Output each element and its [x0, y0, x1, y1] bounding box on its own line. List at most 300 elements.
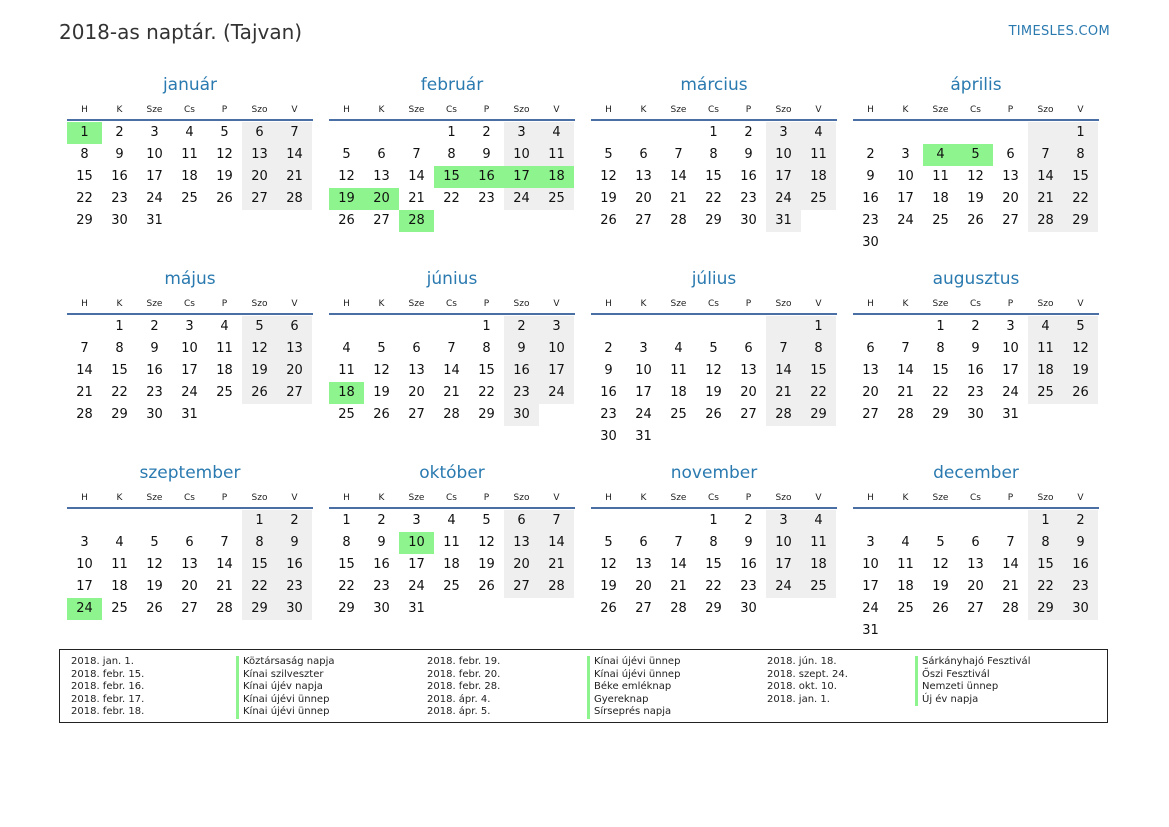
month-name: március [680, 75, 748, 95]
empty-cell [504, 210, 539, 232]
legend-names-2 [587, 656, 680, 719]
empty-cell [801, 426, 836, 448]
day-cell: 22 [443, 191, 460, 206]
days-grid [329, 122, 575, 232]
day-cell: 3 [150, 125, 159, 140]
day-cell: 10 [181, 341, 198, 356]
empty-cell [329, 316, 364, 338]
day-cell: 12 [600, 169, 617, 184]
legend-dates-1 [71, 656, 144, 719]
day-cell: 23 [1063, 576, 1098, 598]
weekday-label: P [1007, 299, 1014, 309]
day-cell: 29 [1028, 598, 1063, 620]
day-cell: 30 [504, 404, 539, 426]
day-cell: 30 [373, 601, 390, 616]
month-10 [329, 461, 575, 655]
day-cell: 31 [1002, 407, 1019, 422]
weekday-label: H [81, 105, 88, 115]
day-cell: 30 [600, 429, 617, 444]
day-cell: 10 [1002, 341, 1019, 356]
day-cell: 11 [932, 169, 949, 184]
weekday-label: V [815, 299, 822, 309]
month-12 [853, 461, 1099, 655]
day-cell: 18 [216, 363, 233, 378]
day-cell: 16 [967, 363, 984, 378]
weekday-label: V [291, 493, 298, 503]
day-cell: 2 [744, 513, 753, 528]
day-cell: 14 [670, 557, 687, 572]
day-cell: 27 [408, 407, 425, 422]
day-cell: 18 [539, 166, 574, 188]
empty-cell [993, 122, 1028, 144]
day-cell: 5 [242, 316, 277, 338]
day-cell: 21 [897, 385, 914, 400]
empty-cell [137, 510, 172, 532]
day-cell: 23 [478, 191, 495, 206]
day-cell: 6 [1006, 147, 1015, 162]
weekday-label: K [378, 299, 385, 309]
day-cell: 8 [447, 147, 456, 162]
day-cell: 12 [478, 535, 495, 550]
day-cell: 7 [277, 122, 312, 144]
day-cell: 31 [635, 429, 652, 444]
day-cell: 27 [242, 188, 277, 210]
empty-cell [888, 232, 923, 254]
day-cell: 12 [216, 147, 233, 162]
day-cell: 11 [670, 363, 687, 378]
day-cell: 9 [115, 147, 124, 162]
day-cell: 12 [242, 338, 277, 360]
day-cell: 30 [862, 235, 879, 250]
day-cell: 20 [635, 579, 652, 594]
day-cell: 22 [801, 382, 836, 404]
empty-cell [626, 510, 661, 532]
day-cell: 15 [1063, 166, 1098, 188]
day-cell: 21 [1002, 579, 1019, 594]
day-cell: 2 [377, 513, 386, 528]
day-cell: 13 [635, 557, 652, 572]
day-cell: 18 [1028, 360, 1063, 382]
weekday-label: Cs [184, 299, 195, 309]
day-cell: 29 [111, 407, 128, 422]
month-name: január [162, 75, 218, 95]
day-cell: 4 [185, 125, 194, 140]
day-cell: 22 [705, 191, 722, 206]
day-cell: 11 [801, 532, 836, 554]
weekday-label: Cs [970, 493, 981, 503]
day-cell: 25 [897, 601, 914, 616]
day-cell: 25 [801, 576, 836, 598]
day-cell: 16 [277, 554, 312, 576]
day-cell: 3 [766, 122, 801, 144]
empty-cell [207, 210, 242, 232]
month-4 [853, 73, 1099, 267]
day-cell: 26 [600, 213, 617, 228]
day-cell: 21 [76, 385, 93, 400]
calendar-grid [67, 73, 1099, 655]
legend-holiday-name: Köztársaság napja [236, 656, 335, 669]
day-cell: 3 [185, 319, 194, 334]
day-cell: 16 [740, 169, 757, 184]
empty-cell [591, 122, 626, 144]
day-cell: 11 [897, 557, 914, 572]
day-cell: 13 [181, 557, 198, 572]
day-cell: 23 [862, 213, 879, 228]
day-cell: 28 [443, 407, 460, 422]
day-cell: 28 [766, 404, 801, 426]
days-grid [853, 510, 1099, 642]
empty-cell [539, 210, 574, 232]
day-cell: 16 [146, 363, 163, 378]
empty-cell [888, 316, 923, 338]
day-cell: 29 [705, 601, 722, 616]
day-cell: 15 [705, 169, 722, 184]
day-cell: 28 [670, 213, 687, 228]
day-cell: 19 [216, 169, 233, 184]
day-cell: 10 [504, 144, 539, 166]
weekday-label: Sze [932, 493, 949, 503]
month-name: szeptember [139, 463, 241, 483]
day-cell: 15 [1028, 554, 1063, 576]
day-cell: 11 [216, 341, 233, 356]
month-name: május [164, 269, 216, 289]
empty-cell [1028, 620, 1063, 642]
day-cell: 17 [76, 579, 93, 594]
month-6 [329, 267, 575, 461]
day-cell: 14 [1028, 166, 1063, 188]
weekday-label: P [221, 105, 228, 115]
day-cell: 15 [338, 557, 355, 572]
weekday-label: Cs [184, 105, 195, 115]
days-grid [853, 122, 1099, 254]
day-cell: 7 [1028, 144, 1063, 166]
empty-cell [661, 316, 696, 338]
day-cell: 4 [220, 319, 229, 334]
empty-cell [172, 210, 207, 232]
day-cell: 26 [932, 601, 949, 616]
day-cell: 6 [377, 147, 386, 162]
day-cell: 1 [709, 513, 718, 528]
day-cell: 4 [901, 535, 910, 550]
day-cell: 22 [932, 385, 949, 400]
empty-cell [207, 510, 242, 532]
weekday-label: H [81, 493, 88, 503]
day-cell: 13 [1002, 169, 1019, 184]
days-grid [67, 122, 313, 232]
day-cell: 6 [242, 122, 277, 144]
day-cell: 31 [408, 601, 425, 616]
day-cell: 29 [242, 598, 277, 620]
weekday-label: P [745, 105, 752, 115]
day-cell: 24 [897, 213, 914, 228]
empty-cell [888, 122, 923, 144]
day-cell: 5 [604, 147, 613, 162]
day-cell: 7 [901, 341, 910, 356]
day-cell: 30 [277, 598, 312, 620]
day-cell: 27 [862, 407, 879, 422]
day-cell: 3 [504, 122, 539, 144]
day-cell: 16 [740, 557, 757, 572]
day-cell: 17 [897, 191, 914, 206]
empty-cell [242, 404, 277, 426]
weekday-label: Sze [408, 105, 425, 115]
weekday-header [67, 97, 313, 121]
day-cell: 14 [539, 532, 574, 554]
day-cell: 30 [1063, 598, 1098, 620]
day-cell: 24 [67, 598, 102, 620]
weekday-label: Cs [708, 493, 719, 503]
day-cell: 10 [766, 144, 801, 166]
weekday-label: P [1007, 105, 1014, 115]
day-cell: 31 [766, 210, 801, 232]
day-cell: 30 [111, 213, 128, 228]
weekday-label: Szo [775, 493, 792, 503]
weekday-label: Szo [251, 493, 268, 503]
day-cell: 1 [936, 319, 945, 334]
day-cell: 11 [111, 557, 128, 572]
legend-holiday-name: Őszi Fesztivál [915, 669, 1030, 682]
day-cell: 18 [801, 166, 836, 188]
day-cell: 17 [146, 169, 163, 184]
day-cell: 24 [766, 188, 801, 210]
site-link[interactable]: TIMESLES.COM [1008, 24, 1110, 39]
day-cell: 4 [447, 513, 456, 528]
day-cell: 14 [277, 144, 312, 166]
weekday-label: Cs [708, 105, 719, 115]
day-cell: 24 [1002, 385, 1019, 400]
weekday-header [591, 485, 837, 509]
empty-cell [958, 620, 993, 642]
day-cell: 21 [277, 166, 312, 188]
weekday-header [329, 485, 575, 509]
weekday-label: H [343, 105, 350, 115]
day-cell: 26 [216, 191, 233, 206]
legend-date: 2018. jún. 18. [767, 656, 837, 667]
legend-holiday-name: Kínai újévi ünnep [587, 669, 680, 682]
day-cell: 23 [740, 579, 757, 594]
legend-date: 2018. szept. 24. [767, 668, 848, 680]
day-cell: 27 [635, 213, 652, 228]
day-cell: 10 [539, 338, 574, 360]
day-cell: 17 [635, 385, 652, 400]
day-cell: 3 [901, 147, 910, 162]
day-cell: 12 [932, 557, 949, 572]
empty-cell [766, 598, 801, 620]
day-cell: 3 [539, 316, 574, 338]
day-cell: 1 [1063, 122, 1098, 144]
empty-cell [399, 316, 434, 338]
weekday-label: Szo [513, 105, 530, 115]
day-cell: 12 [1063, 338, 1098, 360]
day-cell: 19 [600, 191, 617, 206]
day-cell: 8 [80, 147, 89, 162]
day-cell: 8 [936, 341, 945, 356]
day-cell: 12 [146, 557, 163, 572]
empty-cell [731, 316, 766, 338]
day-cell: 28 [399, 210, 434, 232]
day-cell: 8 [1028, 532, 1063, 554]
legend-date: 2018. febr. 20. [427, 668, 501, 680]
weekday-label: V [1077, 105, 1084, 115]
day-cell: 24 [766, 576, 801, 598]
day-cell: 22 [705, 579, 722, 594]
month-name: december [933, 463, 1019, 483]
day-cell: 5 [709, 341, 718, 356]
weekday-label: Sze [146, 299, 163, 309]
empty-cell [923, 232, 958, 254]
day-cell: 9 [1063, 532, 1098, 554]
day-cell: 31 [146, 213, 163, 228]
day-cell: 18 [932, 191, 949, 206]
day-cell: 19 [967, 191, 984, 206]
weekday-label: K [902, 105, 909, 115]
day-cell: 17 [862, 579, 879, 594]
day-cell: 2 [482, 125, 491, 140]
day-cell: 13 [373, 169, 390, 184]
month-1 [67, 73, 313, 267]
weekday-label: V [553, 493, 560, 503]
day-cell: 3 [412, 513, 421, 528]
day-cell: 13 [862, 363, 879, 378]
weekday-label: H [605, 299, 612, 309]
day-cell: 21 [670, 191, 687, 206]
empty-cell [958, 232, 993, 254]
day-cell: 9 [744, 147, 753, 162]
empty-cell [207, 404, 242, 426]
weekday-label: Cs [446, 105, 457, 115]
day-cell: 16 [862, 191, 879, 206]
day-cell: 14 [670, 169, 687, 184]
day-cell: 11 [338, 363, 355, 378]
day-cell: 17 [181, 363, 198, 378]
day-cell: 24 [408, 579, 425, 594]
day-cell: 15 [705, 557, 722, 572]
day-cell: 29 [705, 213, 722, 228]
day-cell: 14 [1002, 557, 1019, 572]
weekday-label: Sze [670, 493, 687, 503]
day-cell: 11 [539, 144, 574, 166]
day-cell: 2 [744, 125, 753, 140]
legend-holiday-name: Sírseprés napja [587, 706, 680, 719]
empty-cell [661, 426, 696, 448]
day-cell: 13 [242, 144, 277, 166]
day-cell: 15 [932, 363, 949, 378]
weekday-label: Cs [970, 105, 981, 115]
weekday-header [591, 291, 837, 315]
day-cell: 7 [447, 341, 456, 356]
day-cell: 9 [504, 338, 539, 360]
weekday-label: H [605, 105, 612, 115]
empty-cell [853, 316, 888, 338]
day-cell: 9 [482, 147, 491, 162]
legend-holiday-name: Kínai újévi ünnep [236, 694, 335, 707]
empty-cell [801, 210, 836, 232]
empty-cell [1028, 232, 1063, 254]
day-cell: 24 [504, 188, 539, 210]
day-cell: 27 [635, 601, 652, 616]
day-cell: 28 [216, 601, 233, 616]
day-cell: 27 [967, 601, 984, 616]
day-cell: 4 [801, 122, 836, 144]
day-cell: 3 [1006, 319, 1015, 334]
day-cell: 27 [373, 213, 390, 228]
day-cell: 28 [670, 601, 687, 616]
legend-date: 2018. febr. 17. [71, 693, 145, 705]
days-grid [329, 316, 575, 426]
weekday-label: P [221, 493, 228, 503]
day-cell: 10 [635, 363, 652, 378]
empty-cell [661, 510, 696, 532]
day-cell: 25 [801, 188, 836, 210]
day-cell: 28 [897, 407, 914, 422]
weekday-label: H [343, 299, 350, 309]
weekday-label: Szo [513, 299, 530, 309]
legend-holiday-name: Kínai újév napja [236, 681, 335, 694]
day-cell: 17 [766, 166, 801, 188]
day-cell: 20 [1002, 191, 1019, 206]
day-cell: 25 [443, 579, 460, 594]
weekday-label: Szo [775, 299, 792, 309]
day-cell: 5 [342, 147, 351, 162]
day-cell: 26 [1063, 382, 1098, 404]
day-cell: 9 [277, 532, 312, 554]
day-cell: 21 [539, 554, 574, 576]
day-cell: 16 [1063, 554, 1098, 576]
weekday-label: Sze [670, 299, 687, 309]
day-cell: 14 [766, 360, 801, 382]
day-cell: 24 [181, 385, 198, 400]
day-cell: 21 [670, 579, 687, 594]
day-cell: 16 [373, 557, 390, 572]
weekday-label: Cs [446, 299, 457, 309]
day-cell: 2 [1063, 510, 1098, 532]
day-cell: 24 [539, 382, 574, 404]
weekday-label: P [483, 299, 490, 309]
day-cell: 2 [277, 510, 312, 532]
empty-cell [434, 598, 469, 620]
day-cell: 17 [504, 166, 539, 188]
day-cell: 13 [408, 363, 425, 378]
day-cell: 28 [1028, 210, 1063, 232]
legend-date: 2018. ápr. 4. [427, 693, 491, 705]
days-grid [591, 510, 837, 620]
day-cell: 24 [635, 407, 652, 422]
day-cell: 20 [364, 188, 399, 210]
day-cell: 19 [329, 188, 364, 210]
day-cell: 10 [146, 147, 163, 162]
weekday-label: Cs [446, 493, 457, 503]
day-cell: 4 [923, 144, 958, 166]
day-cell: 26 [967, 213, 984, 228]
day-cell: 1 [242, 510, 277, 532]
day-cell: 11 [801, 144, 836, 166]
day-cell: 20 [635, 191, 652, 206]
legend-date: 2018. ápr. 5. [427, 706, 491, 718]
day-cell: 22 [242, 576, 277, 598]
day-cell: 8 [801, 338, 836, 360]
weekday-label: Sze [932, 105, 949, 115]
day-cell: 15 [76, 169, 93, 184]
day-cell: 5 [604, 535, 613, 550]
day-cell: 21 [216, 579, 233, 594]
day-cell: 6 [185, 535, 194, 550]
day-cell: 4 [1028, 316, 1063, 338]
day-cell: 20 [967, 579, 984, 594]
legend-holiday-name: Gyereknap [587, 694, 680, 707]
day-cell: 14 [408, 169, 425, 184]
day-cell: 29 [801, 404, 836, 426]
weekday-label: Szo [1037, 493, 1054, 503]
